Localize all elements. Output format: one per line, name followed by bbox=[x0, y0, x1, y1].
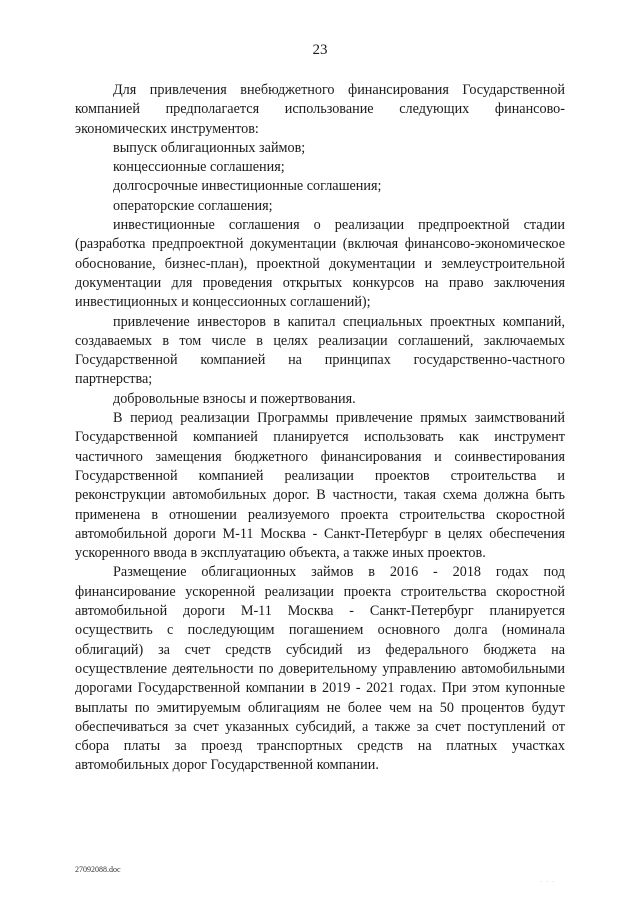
page-number: 23 bbox=[312, 42, 328, 58]
list-item-preproject-agreements: инвестиционные соглашения о реализации предпроектной стадии (разработка предпроектной документации (включая финансово-экономическое обоснование, бизнес-план), проектной документации и землеустроительной документации для проведения открытых конкурсов на право заключения инвестиционных и концессионных соглашений); bbox=[75, 217, 565, 311]
footer-filename: 27092088.doc bbox=[75, 865, 121, 874]
paragraph-borrowings: В период реализации Программы привлечение прямых заимствований Государственной компанией планируется использовать как инструмент частичного замещения бюджетного финансирования и соинвестирования Государственной компанией реализации проектов строительства и реконструкции автомобильных дорог. В частности, такая схема должна быть применена в отношении реализуемого проекта строительства скоростной автомобильной дороги М-11 Москва - Санкт-Петербург в целях обеспечения ускоренного ввода в эксплуатацию объекта, а также иных проектов. bbox=[75, 410, 565, 562]
list-item-concessions: концессионные соглашения; bbox=[113, 159, 285, 176]
paragraph-intro: Для привлечения внебюджетного финансирования Государственной компанией предполагается использование следующих финансово-экономических инструментов: bbox=[75, 82, 565, 137]
list-item-investor-capital: привлечение инвесторов в капитал специальных проектных компаний, создаваемых в том числе в целях реализации соглашений, заключаемых Государственной компанией на принципах государственно-частного партнерства; bbox=[75, 313, 565, 388]
list-item-bonds: выпуск облигационных займов; bbox=[113, 139, 306, 156]
paragraph-bond-placement: Размещение облигационных займов в 2016 - 2018 годах под финансирование ускоренной реализации проекта строительства скоростной автомобильной дороги М-11 Москва - Санкт-Петербург планируется осуществить с последующим погашением основного долга (номинала облигаций) за счет средств субсидий из федерального бюджета на осуществление деятельности по доверительному управлению автомобильными дорогами Государственной компании в 2019 - 2021 годах. При этом купонные выплаты по эмитируемым облигациям не более чем на 50 процентов будут обеспечиваться за счет указанных субсидий, а также за счет поступлений от сбора платы за проезд транспортных средств на платных участках автомобильных дорог Государственной компании. bbox=[75, 564, 565, 774]
list-item-long-term-agreements: долгосрочные инвестиционные соглашения; bbox=[113, 178, 382, 195]
body-text bbox=[75, 81, 565, 776]
scan-mark: · · · bbox=[540, 878, 556, 886]
list-item-operator-agreements: операторские соглашения; bbox=[113, 197, 273, 214]
list-item-donations: добровольные взносы и пожертвования. bbox=[113, 390, 356, 407]
